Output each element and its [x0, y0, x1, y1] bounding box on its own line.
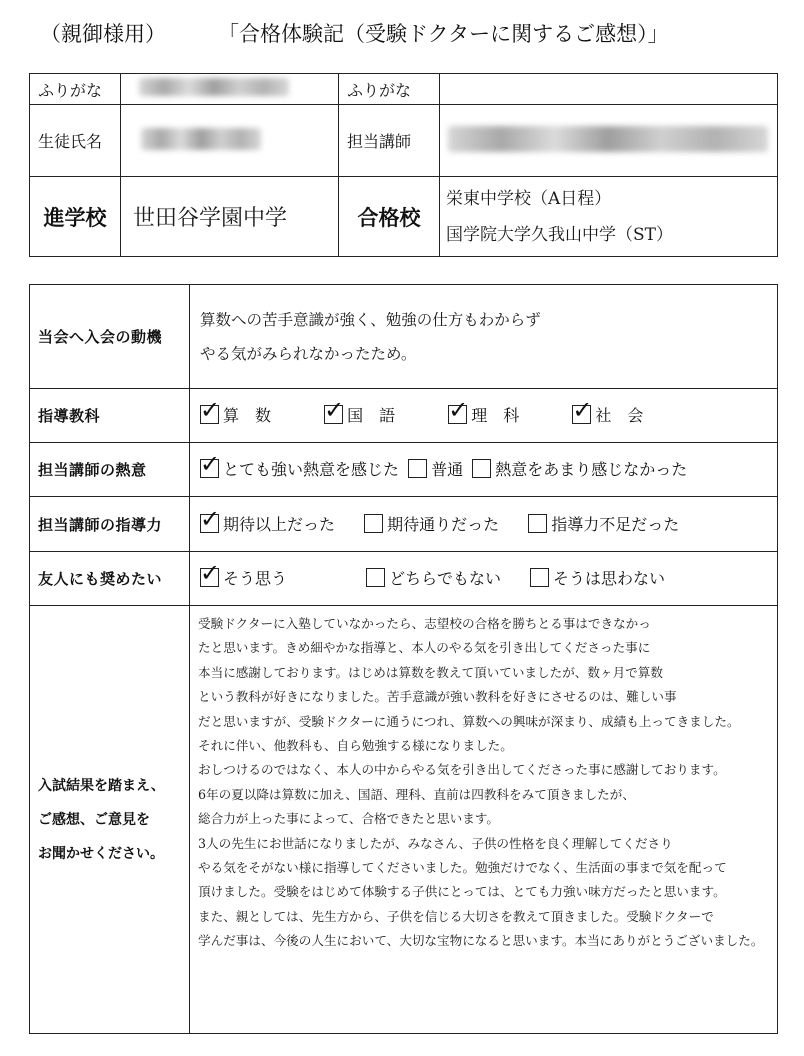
student-name-value — [121, 105, 339, 177]
furigana-value — [121, 74, 339, 105]
feedback-line: やる気をそがない様に指導してくださいました。勉強だけでなく、生活面の事まで気を配って — [198, 860, 727, 876]
motive-text — [190, 285, 778, 389]
passed-schools — [440, 177, 778, 257]
checkbox-checked[interactable] — [200, 514, 219, 533]
subjects-options — [190, 389, 778, 443]
checkbox[interactable] — [408, 459, 427, 478]
checkbox[interactable] — [528, 514, 547, 533]
motive-label: 当会へ入会の動機 — [30, 285, 190, 389]
option-label: そう思う — [223, 569, 288, 588]
option-weak[interactable] — [472, 457, 687, 480]
feedback-text — [190, 606, 778, 1034]
option-label: 普通 — [431, 460, 464, 479]
option-science[interactable] — [448, 403, 519, 426]
option-exceeded[interactable] — [200, 512, 335, 535]
option-as-expected[interactable] — [364, 512, 499, 535]
option-label: そうは思わない — [553, 569, 666, 588]
ability-options — [190, 497, 778, 552]
header-left: （親御様用） — [40, 22, 166, 46]
redacted-furigana — [139, 78, 289, 96]
option-label: 国 語 — [347, 406, 396, 425]
motive-line: 算数への苦手意識が強く、勉強の仕方もわからず — [200, 310, 541, 329]
passed-school-1: 栄東中学校（A日程） — [446, 188, 612, 209]
ability-label: 担当講師の指導力 — [30, 497, 190, 552]
enthusiasm-label: 担当講師の熱意 — [30, 443, 190, 497]
feedback-line: たと思います。きめ細やかな指導と、本人のやる気を引き出してくださった事に — [198, 640, 651, 656]
option-label: 算 数 — [223, 406, 272, 425]
option-label: とても強い熱意を感じた — [223, 460, 400, 479]
feedback-label-line: 入試結果を踏まえ、 — [38, 777, 165, 794]
feedback-line: だと思いますが、受験ドクターに通うにつれ、算数への興味が深まり、成績も上ってきました。 — [198, 713, 740, 729]
feedback-label — [30, 606, 190, 1034]
checkbox[interactable] — [366, 568, 385, 587]
teacher-furigana-value — [440, 74, 778, 105]
option-social[interactable] — [572, 403, 643, 426]
checkbox-checked[interactable] — [324, 405, 343, 424]
option-strong[interactable] — [200, 457, 399, 480]
enthusiasm-options — [190, 443, 778, 497]
checkbox-checked[interactable] — [448, 405, 467, 424]
teacher-furigana-label: ふりがな — [339, 74, 440, 105]
survey-table — [29, 284, 778, 1034]
feedback-line: それに伴い、他教科も、自ら勉強する様になりました。 — [198, 738, 513, 754]
motive-line: やる気がみられなかったため。 — [200, 344, 417, 363]
feedback-label-line: お聞かせください。 — [38, 845, 164, 862]
option-neutral[interactable] — [366, 566, 501, 589]
student-name-label: 生徒氏名 — [30, 105, 121, 177]
option-math[interactable] — [200, 403, 271, 426]
feedback-line: という教科が好きになりました。苦手意識が強い教科を好きにさせるのは、難しい事 — [198, 689, 677, 705]
option-label: 期待通りだった — [387, 514, 500, 534]
teacher-value — [440, 105, 778, 177]
passed-school-2: 国学院大学久我山中学（ST） — [446, 224, 673, 245]
recommend-options — [190, 552, 778, 606]
checkbox-checked[interactable] — [200, 405, 219, 424]
student-info-table — [29, 73, 778, 257]
option-normal[interactable] — [408, 457, 463, 480]
checkbox[interactable] — [364, 514, 383, 533]
school-label: 進学校 — [30, 177, 121, 257]
option-label: 熱意をあまり感じなかった — [495, 460, 688, 479]
header-title: 「合格体験記（受験ドクターに関するご感想）」 — [218, 22, 669, 46]
checkbox[interactable] — [472, 459, 491, 478]
feedback-line: また、親としては、先生方から、子供を信じる大切さを教えて頂きました。受験ドクターで — [198, 908, 714, 924]
option-disagree[interactable] — [530, 566, 665, 589]
option-label: どちらでもない — [389, 569, 501, 588]
feedback-line: 3人の先生にお世話になりましたが、みなさん、子供の性格を良く理解してくださり — [198, 835, 673, 851]
option-insufficient[interactable] — [528, 512, 679, 535]
option-label: 理 科 — [471, 406, 520, 425]
feedback-line: 受験ドクターに入塾していなかったら、志望校の合格を勝ちとる事はできなかっ — [198, 616, 651, 631]
option-label: 指導力不足だった — [551, 514, 680, 534]
option-japanese[interactable] — [324, 403, 395, 426]
subjects-label: 指導教科 — [30, 389, 190, 443]
option-label: 期待以上だった — [223, 514, 336, 534]
feedback-line: 頂けました。受験をはじめて体験する子供にとっては、とても力強い味方だったと思います。 — [198, 884, 726, 900]
feedback-line: 6年の夏以降は算数に加え、国語、理科、直前は四教科をみて頂きましたが、 — [198, 786, 635, 802]
recommend-label: 友人にも奨めたい — [30, 552, 190, 606]
passed-label: 合格校 — [339, 177, 440, 257]
feedback-line: 学んだ事は、今後の人生において、大切な宝物になると思います。本当にありがとうございました。 — [198, 933, 764, 949]
feedback-line: 本当に感謝しております。はじめは算数を教えて頂いていましたが、数ヶ月で算数 — [198, 664, 663, 680]
feedback-line: 総合力が上った事によって、合格できたと思います。 — [198, 811, 499, 827]
feedback-line: おしつけるのではなく、本人の中からやる気を引き出してくださった事に感謝しております。 — [198, 762, 726, 778]
teacher-label: 担当講師 — [339, 105, 440, 177]
redacted-teacher-name — [448, 126, 768, 152]
option-agree[interactable] — [200, 566, 287, 589]
option-label: 社 会 — [595, 406, 644, 425]
checkbox-checked[interactable] — [200, 568, 219, 587]
checkbox-checked[interactable] — [200, 459, 219, 478]
checkbox[interactable] — [530, 568, 549, 587]
feedback-label-line: ご感想、ご意見を — [38, 811, 150, 828]
redacted-student-name — [141, 128, 261, 150]
page-header — [40, 18, 669, 48]
school-value: 世田谷学園中学 — [121, 177, 339, 257]
furigana-label: ふりがな — [30, 74, 121, 105]
checkbox-checked[interactable] — [572, 405, 591, 424]
